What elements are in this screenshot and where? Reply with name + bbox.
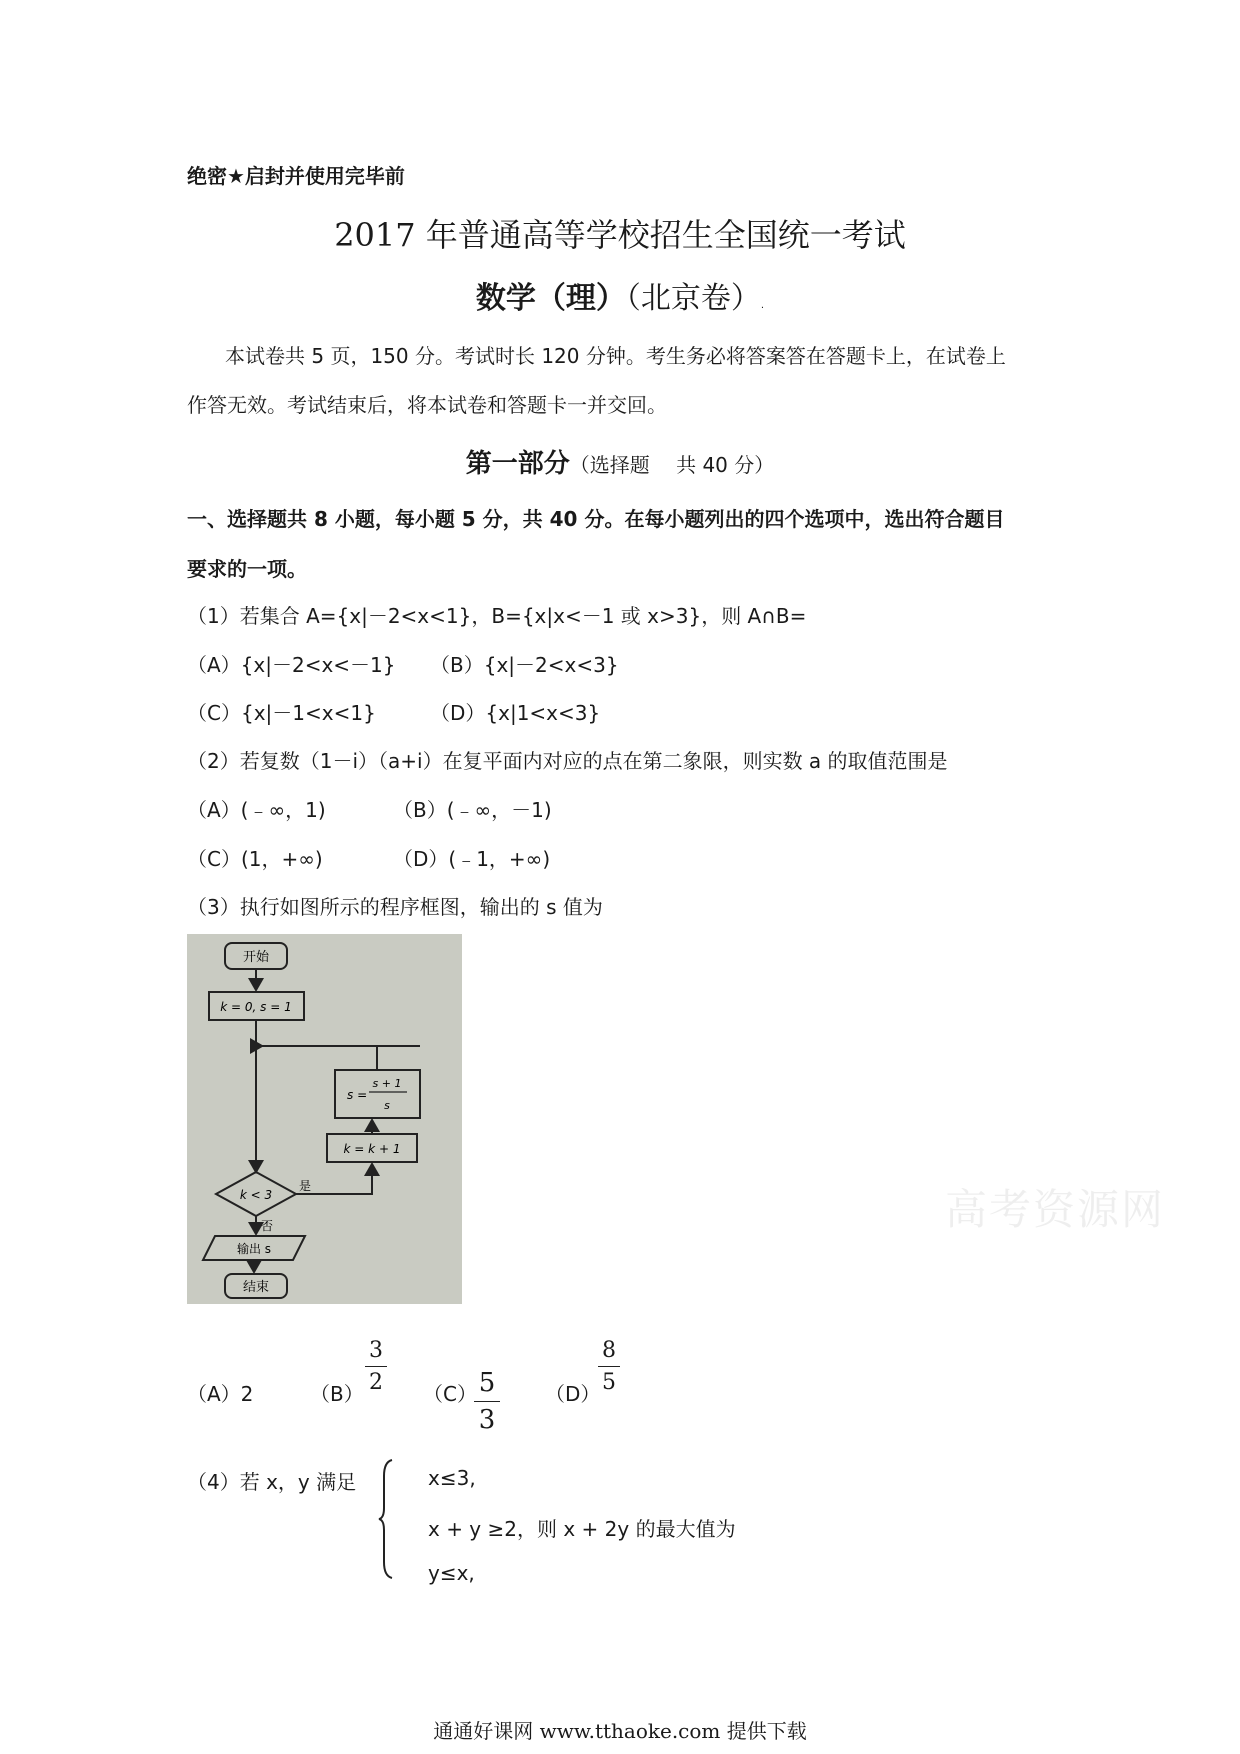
q1-stem: （1）若集合 A={x|－2<x<1}，B={x|x<－1 或 x>3}，则 A∩B=	[187, 604, 807, 628]
q1-option-a: （A）{x|－2<x<－1}	[187, 653, 396, 677]
q3-option-c-label: （C）	[423, 1382, 477, 1406]
q4-constraint-3: y≤x,	[428, 1561, 475, 1585]
flow-start-label: 开始	[242, 950, 270, 965]
section-heading-line-2: 要求的一项。	[187, 557, 307, 581]
q3-option-d-denominator: 5	[602, 1370, 616, 1395]
q1-option-c: （C）{x|－1<x<1}	[187, 701, 376, 725]
fraction-bar	[365, 1366, 387, 1367]
flow-end-label: 结束	[242, 1280, 270, 1295]
subtitle-dot: .	[760, 300, 765, 311]
q3-option-d-label: （D）	[545, 1382, 601, 1406]
flow-output-label: 输出 s	[236, 1242, 272, 1256]
q3-option-d-fraction	[598, 1338, 620, 1395]
region-label: （北京卷）	[625, 281, 761, 316]
section-heading-line-1: 一、选择题共 8 小题，每小题 5 分，共 40 分。在每小题列出的四个选项中，选出符合题目	[187, 507, 1005, 531]
q2-stem: （2）若复数（1－i）（a+i）在复平面内对应的点在第二象限，则实数 a 的取值范围是	[187, 749, 948, 773]
q1-option-d: （D）{x|1<x<3}	[430, 701, 601, 725]
q1-option-b: （B）{x|－2<x<3}	[430, 653, 619, 677]
flow-update-lhs: s =	[347, 1088, 368, 1102]
flow-init-label: k = 0, s = 1	[220, 1000, 292, 1014]
subject-label: 数学（理）	[475, 281, 626, 316]
q3-option-d-numerator: 8	[602, 1338, 616, 1363]
flow-increment-label: k = k + 1	[343, 1142, 401, 1156]
exam-subtitle	[0, 273, 1240, 317]
q3-option-b-fraction	[365, 1338, 387, 1395]
page-footer: 通通好课网 www.tthaoke.com 提供下载	[433, 1719, 807, 1743]
flow-no-label: 否	[261, 1219, 274, 1233]
q2-option-b: （B）(﹣∞，－1)	[393, 798, 552, 822]
flow-update-numerator: s + 1	[372, 1077, 402, 1090]
flow-update-denominator: s	[384, 1099, 390, 1112]
fraction-bar	[474, 1401, 500, 1402]
instruction-line-2: 作答无效。考试结束后，将本试卷和答题卡一并交回。	[187, 393, 667, 417]
q3-option-c-fraction	[474, 1368, 500, 1435]
q3-option-c-numerator: 5	[478, 1368, 496, 1398]
q4-constraint-1: x≤3,	[428, 1466, 476, 1490]
q3-option-a: （A）2	[187, 1382, 254, 1406]
q2-option-c: （C）(1，+∞)	[187, 847, 323, 871]
watermark: 高考资源网	[945, 1185, 1166, 1234]
q2-option-d: （D）(﹣1，+∞)	[393, 847, 551, 871]
q3-option-c-denominator: 3	[478, 1405, 496, 1435]
part-title: 第一部分	[465, 449, 570, 479]
instruction-line-1: 本试卷共 5 页，150 分。考试时长 120 分钟。考生务必将答案答在答题卡上，在试卷上	[225, 344, 1006, 368]
program-flowchart	[187, 934, 462, 1304]
fraction-bar	[598, 1366, 620, 1367]
flow-condition-label: k < 3	[239, 1188, 273, 1202]
part-note: （选择题 共 40 分）	[569, 453, 775, 477]
flow-yes-label: 是	[299, 1179, 312, 1193]
exam-title: 2017 年普通高等学校招生全国统一考试	[334, 216, 906, 254]
q3-option-b-denominator: 2	[369, 1370, 383, 1395]
q3-option-b-label: （B）	[310, 1382, 364, 1406]
confidential-label: 绝密★启封并使用完毕前	[187, 164, 405, 188]
q2-option-a: （A）(﹣∞，1)	[187, 798, 326, 822]
system-brace	[378, 1458, 396, 1580]
q3-option-b-numerator: 3	[369, 1338, 383, 1363]
part-heading	[0, 443, 1240, 480]
q3-stem: （3）执行如图所示的程序框图，输出的 s 值为	[187, 895, 603, 919]
q4-constraint-2: x + y ≥2，则 x + 2y 的最大值为	[428, 1517, 736, 1541]
q4-stem: （4）若 x，y 满足	[187, 1470, 357, 1494]
